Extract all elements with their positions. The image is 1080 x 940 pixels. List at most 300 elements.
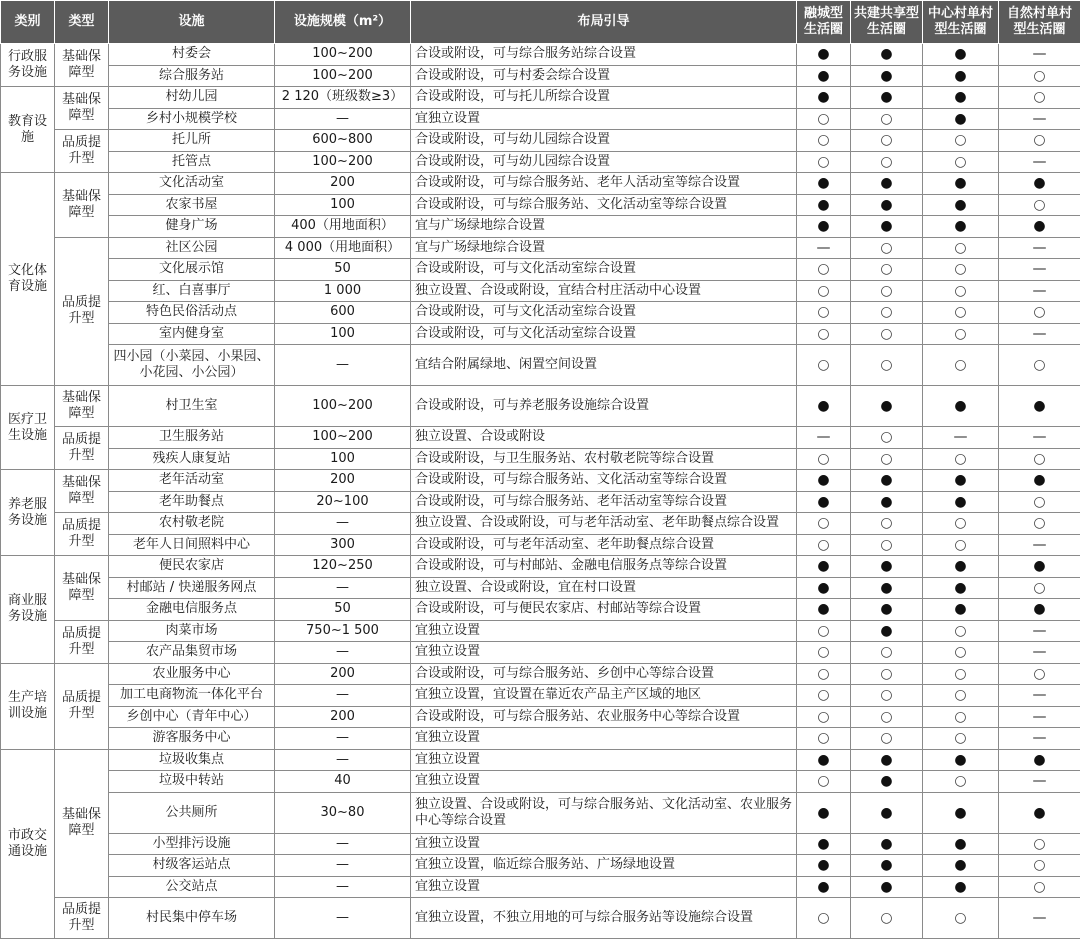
table-row — [1, 427, 1080, 449]
category-cell: 商业服务设施 — [1, 556, 55, 664]
layout-cell: 合设或附设，可与老年活动室、老年助餐点综合设置 — [411, 534, 797, 556]
category-cell: 教育设施 — [1, 87, 55, 173]
filled-circle-mark: ● — [923, 216, 999, 238]
dash-mark: — — [999, 427, 1080, 449]
type-cell: 基础保障型 — [55, 173, 109, 238]
hollow-circle-mark: ○ — [923, 728, 999, 750]
scale-cell: — — [275, 749, 411, 771]
facility-cell: 老年活动室 — [109, 470, 275, 492]
layout-cell: 合设或附设，可与托儿所综合设置 — [411, 87, 797, 109]
hollow-circle-mark: ○ — [851, 706, 923, 728]
scale-cell: — — [275, 833, 411, 855]
hollow-circle-mark: ○ — [797, 685, 851, 707]
hollow-circle-mark: ○ — [797, 323, 851, 345]
hollow-circle-mark: ○ — [999, 345, 1080, 386]
scale-cell: — — [275, 685, 411, 707]
layout-cell: 合设或附设，可与幼儿园综合设置 — [411, 130, 797, 152]
header-category: 类别 — [1, 1, 55, 44]
facility-cell: 金融电信服务点 — [109, 599, 275, 621]
facility-cell: 农业服务中心 — [109, 663, 275, 685]
scale-cell: 4 000（用地面积） — [275, 237, 411, 259]
facility-cell: 文化展示馆 — [109, 259, 275, 281]
filled-circle-mark: ● — [923, 194, 999, 216]
filled-circle-mark: ● — [999, 599, 1080, 621]
filled-circle-mark: ● — [999, 216, 1080, 238]
filled-circle-mark: ● — [797, 876, 851, 898]
scale-cell: 200 — [275, 173, 411, 195]
table-row — [1, 792, 1080, 833]
dash-mark: — — [999, 685, 1080, 707]
table-row — [1, 386, 1080, 427]
hollow-circle-mark: ○ — [797, 448, 851, 470]
scale-cell: 600~800 — [275, 130, 411, 152]
hollow-circle-mark: ○ — [923, 706, 999, 728]
layout-cell: 合设或附设，可与综合服务站、老年活动室等综合设置 — [411, 491, 797, 513]
hollow-circle-mark: ○ — [999, 663, 1080, 685]
hollow-circle-mark: ○ — [851, 280, 923, 302]
header-col3: 中心村单村型生活圈 — [923, 1, 999, 44]
facility-cell: 农产品集贸市场 — [109, 642, 275, 664]
hollow-circle-mark: ○ — [797, 345, 851, 386]
facility-cell: 乡村小规模学校 — [109, 108, 275, 130]
filled-circle-mark: ● — [923, 876, 999, 898]
layout-cell: 宜独立设置，临近综合服务站、广场绿地设置 — [411, 855, 797, 877]
header-facility: 设施 — [109, 1, 275, 44]
scale-cell: 100~200 — [275, 44, 411, 66]
scale-cell: — — [275, 642, 411, 664]
header-layout: 布局引导 — [411, 1, 797, 44]
facility-cell: 文化活动室 — [109, 173, 275, 195]
hollow-circle-mark: ○ — [923, 898, 999, 939]
category-cell: 医疗卫生设施 — [1, 386, 55, 470]
table-row — [1, 513, 1080, 535]
table-row — [1, 448, 1080, 470]
facility-cell: 垃圾中转站 — [109, 771, 275, 793]
dash-mark: — — [999, 534, 1080, 556]
filled-circle-mark: ● — [851, 44, 923, 66]
filled-circle-mark: ● — [923, 87, 999, 109]
hollow-circle-mark: ○ — [797, 130, 851, 152]
table-row — [1, 599, 1080, 621]
type-cell: 品质提升型 — [55, 130, 109, 173]
layout-cell: 合设或附设，可与综合服务站、老年人活动室等综合设置 — [411, 173, 797, 195]
filled-circle-mark: ● — [851, 855, 923, 877]
filled-circle-mark: ● — [851, 833, 923, 855]
facility-cell: 农村敬老院 — [109, 513, 275, 535]
scale-cell: 40 — [275, 771, 411, 793]
facility-cell: 乡创中心（青年中心） — [109, 706, 275, 728]
hollow-circle-mark: ○ — [851, 642, 923, 664]
filled-circle-mark: ● — [923, 556, 999, 578]
category-cell: 养老服务设施 — [1, 470, 55, 556]
hollow-circle-mark: ○ — [851, 427, 923, 449]
header-type: 类型 — [55, 1, 109, 44]
hollow-circle-mark: ○ — [999, 87, 1080, 109]
table-row — [1, 855, 1080, 877]
table-row — [1, 237, 1080, 259]
facility-cell: 便民农家店 — [109, 556, 275, 578]
table-row — [1, 728, 1080, 750]
category-cell: 生产培训设施 — [1, 663, 55, 749]
facility-cell: 托管点 — [109, 151, 275, 173]
table-row — [1, 706, 1080, 728]
scale-cell: 50 — [275, 259, 411, 281]
hollow-circle-mark: ○ — [797, 771, 851, 793]
scale-cell: — — [275, 855, 411, 877]
scale-cell: 400（用地面积） — [275, 216, 411, 238]
type-cell: 基础保障型 — [55, 87, 109, 130]
filled-circle-mark: ● — [797, 44, 851, 66]
filled-circle-mark: ● — [923, 792, 999, 833]
hollow-circle-mark: ○ — [797, 706, 851, 728]
filled-circle-mark: ● — [923, 833, 999, 855]
scale-cell: — — [275, 728, 411, 750]
scale-cell: — — [275, 108, 411, 130]
layout-cell: 合设或附设，可与文化活动室综合设置 — [411, 259, 797, 281]
scale-cell: — — [275, 577, 411, 599]
layout-cell: 宜独立设置，宜设置在靠近农产品主产区域的地区 — [411, 685, 797, 707]
hollow-circle-mark: ○ — [797, 280, 851, 302]
hollow-circle-mark: ○ — [797, 259, 851, 281]
dash-mark: — — [999, 108, 1080, 130]
dash-mark: — — [797, 237, 851, 259]
filled-circle-mark: ● — [797, 173, 851, 195]
filled-circle-mark: ● — [797, 491, 851, 513]
scale-cell: 30~80 — [275, 792, 411, 833]
hollow-circle-mark: ○ — [923, 345, 999, 386]
dash-mark: — — [923, 427, 999, 449]
facility-cell: 村邮站 / 快递服务网点 — [109, 577, 275, 599]
hollow-circle-mark: ○ — [851, 898, 923, 939]
filled-circle-mark: ● — [999, 386, 1080, 427]
facility-cell: 村民集中停车场 — [109, 898, 275, 939]
layout-cell: 合设或附设，可与综合服务站、文化活动室等综合设置 — [411, 470, 797, 492]
facility-cell: 公共厕所 — [109, 792, 275, 833]
dash-mark: — — [999, 237, 1080, 259]
header-col1: 融城型生活圈 — [797, 1, 851, 44]
table-row — [1, 302, 1080, 324]
dash-mark: — — [999, 280, 1080, 302]
dash-mark: — — [999, 728, 1080, 750]
filled-circle-mark: ● — [851, 173, 923, 195]
filled-circle-mark: ● — [999, 173, 1080, 195]
hollow-circle-mark: ○ — [999, 65, 1080, 87]
filled-circle-mark: ● — [797, 386, 851, 427]
filled-circle-mark: ● — [797, 470, 851, 492]
type-cell: 基础保障型 — [55, 386, 109, 427]
scale-cell: 20~100 — [275, 491, 411, 513]
type-cell: 基础保障型 — [55, 44, 109, 87]
layout-cell: 独立设置、合设或附设，宜结合村庄活动中心设置 — [411, 280, 797, 302]
filled-circle-mark: ● — [923, 491, 999, 513]
facility-cell: 老年助餐点 — [109, 491, 275, 513]
facility-cell: 村级客运站点 — [109, 855, 275, 877]
scale-cell: 1 000 — [275, 280, 411, 302]
scale-cell: 100 — [275, 323, 411, 345]
table-row — [1, 685, 1080, 707]
scale-cell: 750~1 500 — [275, 620, 411, 642]
hollow-circle-mark: ○ — [851, 663, 923, 685]
layout-cell: 宜独立设置 — [411, 833, 797, 855]
type-cell: 品质提升型 — [55, 427, 109, 470]
filled-circle-mark: ● — [851, 470, 923, 492]
table-row — [1, 491, 1080, 513]
layout-cell: 宜独立设置 — [411, 771, 797, 793]
table-row — [1, 577, 1080, 599]
facility-cell: 四小园（小菜园、小果园、小花园、小公园） — [109, 345, 275, 386]
scale-cell: 100~200 — [275, 151, 411, 173]
facility-cell: 综合服务站 — [109, 65, 275, 87]
filled-circle-mark: ● — [999, 470, 1080, 492]
filled-circle-mark: ● — [797, 577, 851, 599]
filled-circle-mark: ● — [851, 386, 923, 427]
facility-cell: 卫生服务站 — [109, 427, 275, 449]
filled-circle-mark: ● — [797, 792, 851, 833]
hollow-circle-mark: ○ — [999, 448, 1080, 470]
hollow-circle-mark: ○ — [851, 345, 923, 386]
hollow-circle-mark: ○ — [923, 280, 999, 302]
facility-cell: 村幼儿园 — [109, 87, 275, 109]
type-cell: 品质提升型 — [55, 237, 109, 386]
layout-cell: 合设或附设，可与文化活动室综合设置 — [411, 302, 797, 324]
table-body — [1, 44, 1080, 939]
dash-mark: — — [999, 620, 1080, 642]
hollow-circle-mark: ○ — [851, 323, 923, 345]
table-row — [1, 534, 1080, 556]
filled-circle-mark: ● — [999, 749, 1080, 771]
hollow-circle-mark: ○ — [797, 302, 851, 324]
layout-cell: 合设或附设，可与综合服务站、农业服务中心等综合设置 — [411, 706, 797, 728]
scale-cell: 100 — [275, 448, 411, 470]
hollow-circle-mark: ○ — [999, 855, 1080, 877]
hollow-circle-mark: ○ — [851, 108, 923, 130]
filled-circle-mark: ● — [851, 749, 923, 771]
table-row — [1, 259, 1080, 281]
hollow-circle-mark: ○ — [797, 513, 851, 535]
scale-cell: 100 — [275, 194, 411, 216]
filled-circle-mark: ● — [797, 749, 851, 771]
type-cell: 基础保障型 — [55, 470, 109, 513]
dash-mark: — — [999, 323, 1080, 345]
layout-cell: 合设或附设，可与村委会综合设置 — [411, 65, 797, 87]
table-row — [1, 556, 1080, 578]
hollow-circle-mark: ○ — [797, 663, 851, 685]
filled-circle-mark: ● — [923, 749, 999, 771]
dash-mark: — — [999, 771, 1080, 793]
hollow-circle-mark: ○ — [851, 259, 923, 281]
layout-cell: 合设或附设，与卫生服务站、农村敬老院等综合设置 — [411, 448, 797, 470]
layout-cell: 合设或附设，可与文化活动室综合设置 — [411, 323, 797, 345]
table-row — [1, 323, 1080, 345]
dash-mark: — — [797, 427, 851, 449]
filled-circle-mark: ● — [851, 792, 923, 833]
scale-cell: — — [275, 513, 411, 535]
filled-circle-mark: ● — [999, 556, 1080, 578]
hollow-circle-mark: ○ — [923, 620, 999, 642]
hollow-circle-mark: ○ — [923, 323, 999, 345]
dash-mark: — — [999, 642, 1080, 664]
filled-circle-mark: ● — [851, 876, 923, 898]
filled-circle-mark: ● — [797, 216, 851, 238]
hollow-circle-mark: ○ — [851, 237, 923, 259]
layout-cell: 合设或附设，可与村邮站、金融电信服务点等综合设置 — [411, 556, 797, 578]
layout-cell: 宜独立设置 — [411, 620, 797, 642]
table-row — [1, 749, 1080, 771]
type-cell: 品质提升型 — [55, 898, 109, 939]
layout-cell: 宜与广场绿地综合设置 — [411, 237, 797, 259]
facility-cell: 加工电商物流一体化平台 — [109, 685, 275, 707]
dash-mark: — — [999, 44, 1080, 66]
filled-circle-mark: ● — [797, 833, 851, 855]
hollow-circle-mark: ○ — [999, 577, 1080, 599]
facility-cell: 公交站点 — [109, 876, 275, 898]
type-cell: 基础保障型 — [55, 556, 109, 621]
hollow-circle-mark: ○ — [851, 513, 923, 535]
hollow-circle-mark: ○ — [797, 642, 851, 664]
facility-cell: 村卫生室 — [109, 386, 275, 427]
hollow-circle-mark: ○ — [999, 833, 1080, 855]
scale-cell: 600 — [275, 302, 411, 324]
hollow-circle-mark: ○ — [923, 237, 999, 259]
type-cell: 基础保障型 — [55, 749, 109, 898]
filled-circle-mark: ● — [923, 470, 999, 492]
facility-cell: 小型排污设施 — [109, 833, 275, 855]
table-row — [1, 280, 1080, 302]
layout-cell: 合设或附设，可与幼儿园综合设置 — [411, 151, 797, 173]
filled-circle-mark: ● — [851, 194, 923, 216]
scale-cell: 200 — [275, 663, 411, 685]
layout-cell: 宜与广场绿地综合设置 — [411, 216, 797, 238]
filled-circle-mark: ● — [851, 577, 923, 599]
table-row — [1, 898, 1080, 939]
hollow-circle-mark: ○ — [923, 534, 999, 556]
facility-cell: 社区公园 — [109, 237, 275, 259]
facility-cell: 健身广场 — [109, 216, 275, 238]
table-row — [1, 44, 1080, 66]
filled-circle-mark: ● — [923, 65, 999, 87]
layout-cell: 宜独立设置，不独立用地的可与综合服务站等设施综合设置 — [411, 898, 797, 939]
category-cell: 市政交通设施 — [1, 749, 55, 939]
hollow-circle-mark: ○ — [923, 685, 999, 707]
filled-circle-mark: ● — [797, 599, 851, 621]
layout-cell: 合设或附设，可与综合服务站、文化活动室等综合设置 — [411, 194, 797, 216]
hollow-circle-mark: ○ — [999, 513, 1080, 535]
scale-cell: — — [275, 876, 411, 898]
hollow-circle-mark: ○ — [923, 663, 999, 685]
filled-circle-mark: ● — [851, 87, 923, 109]
facility-cell: 垃圾收集点 — [109, 749, 275, 771]
facility-cell: 肉菜市场 — [109, 620, 275, 642]
layout-cell: 合设或附设，可与综合服务站、乡创中心等综合设置 — [411, 663, 797, 685]
facility-cell: 游客服务中心 — [109, 728, 275, 750]
filled-circle-mark: ● — [923, 386, 999, 427]
layout-cell: 宜结合附属绿地、闲置空间设置 — [411, 345, 797, 386]
facility-cell: 特色民俗活动点 — [109, 302, 275, 324]
hollow-circle-mark: ○ — [797, 151, 851, 173]
scale-cell: 200 — [275, 706, 411, 728]
hollow-circle-mark: ○ — [923, 302, 999, 324]
layout-cell: 合设或附设，可与综合服务站综合设置 — [411, 44, 797, 66]
header-scale: 设施规模（m²） — [275, 1, 411, 44]
scale-cell: — — [275, 898, 411, 939]
table-row — [1, 663, 1080, 685]
table-row — [1, 876, 1080, 898]
filled-circle-mark: ● — [923, 44, 999, 66]
table-row — [1, 216, 1080, 238]
type-cell: 品质提升型 — [55, 663, 109, 749]
hollow-circle-mark: ○ — [851, 685, 923, 707]
filled-circle-mark: ● — [923, 577, 999, 599]
scale-cell: 300 — [275, 534, 411, 556]
hollow-circle-mark: ○ — [851, 728, 923, 750]
layout-cell: 宜独立设置 — [411, 642, 797, 664]
filled-circle-mark: ● — [851, 65, 923, 87]
dash-mark: — — [999, 706, 1080, 728]
layout-cell: 宜独立设置 — [411, 108, 797, 130]
hollow-circle-mark: ○ — [797, 898, 851, 939]
filled-circle-mark: ● — [797, 855, 851, 877]
type-cell: 品质提升型 — [55, 620, 109, 663]
hollow-circle-mark: ○ — [797, 728, 851, 750]
table-row — [1, 642, 1080, 664]
facility-cell: 残疾人康复站 — [109, 448, 275, 470]
hollow-circle-mark: ○ — [923, 513, 999, 535]
header-col2: 共建共享型生活圈 — [851, 1, 923, 44]
hollow-circle-mark: ○ — [999, 130, 1080, 152]
table-row — [1, 130, 1080, 152]
layout-cell: 独立设置、合设或附设 — [411, 427, 797, 449]
hollow-circle-mark: ○ — [923, 642, 999, 664]
hollow-circle-mark: ○ — [851, 534, 923, 556]
filled-circle-mark: ● — [851, 599, 923, 621]
scale-cell: — — [275, 345, 411, 386]
hollow-circle-mark: ○ — [851, 130, 923, 152]
table-row — [1, 194, 1080, 216]
table-row — [1, 833, 1080, 855]
facility-cell: 托儿所 — [109, 130, 275, 152]
layout-cell: 合设或附设，可与养老服务设施综合设置 — [411, 386, 797, 427]
facility-cell: 老年人日间照料中心 — [109, 534, 275, 556]
layout-cell: 宜独立设置 — [411, 749, 797, 771]
filled-circle-mark: ● — [797, 556, 851, 578]
table-row — [1, 173, 1080, 195]
table-row — [1, 620, 1080, 642]
category-cell: 行政服务设施 — [1, 44, 55, 87]
filled-circle-mark: ● — [797, 87, 851, 109]
hollow-circle-mark: ○ — [923, 130, 999, 152]
filled-circle-mark: ● — [797, 194, 851, 216]
filled-circle-mark: ● — [923, 599, 999, 621]
scale-cell: 100~200 — [275, 65, 411, 87]
hollow-circle-mark: ○ — [999, 876, 1080, 898]
table-row — [1, 470, 1080, 492]
hollow-circle-mark: ○ — [999, 491, 1080, 513]
header-row — [1, 1, 1080, 44]
hollow-circle-mark: ○ — [923, 259, 999, 281]
dash-mark: — — [999, 151, 1080, 173]
filled-circle-mark: ● — [851, 491, 923, 513]
table-row — [1, 345, 1080, 386]
hollow-circle-mark: ○ — [797, 534, 851, 556]
type-cell: 品质提升型 — [55, 513, 109, 556]
filled-circle-mark: ● — [923, 108, 999, 130]
layout-cell: 宜独立设置 — [411, 728, 797, 750]
filled-circle-mark: ● — [797, 65, 851, 87]
table-row — [1, 771, 1080, 793]
dash-mark: — — [999, 259, 1080, 281]
facility-cell: 村委会 — [109, 44, 275, 66]
facility-cell: 红、白喜事厅 — [109, 280, 275, 302]
